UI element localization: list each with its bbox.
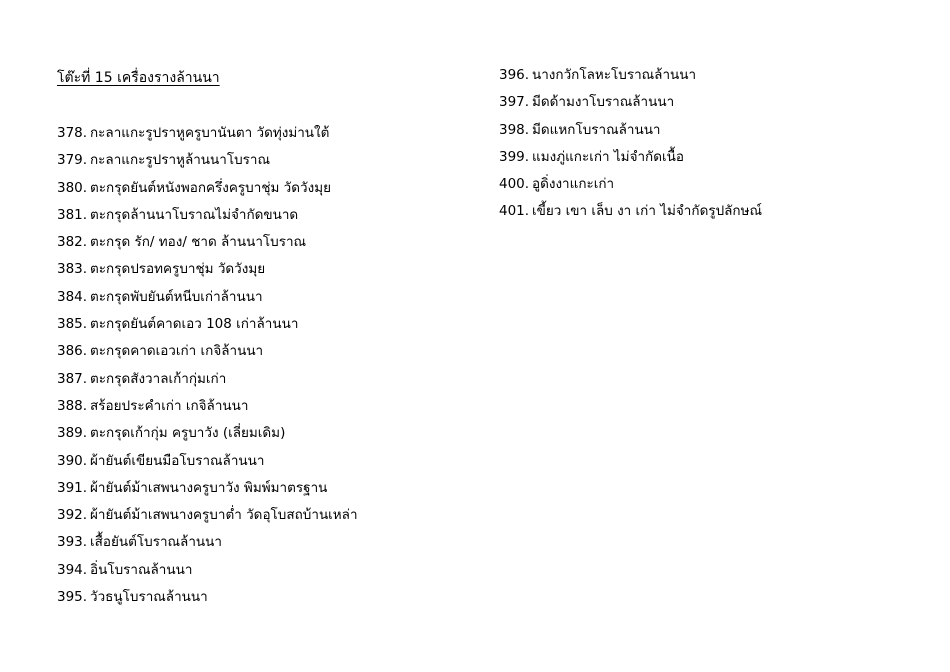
item-text: ตะกรุดล้านนาโบราณไม่จำกัดขนาด bbox=[90, 206, 299, 223]
list-item bbox=[57, 314, 358, 341]
list-item bbox=[499, 120, 762, 147]
list-item bbox=[57, 178, 358, 205]
list-item bbox=[499, 201, 762, 228]
list-item bbox=[57, 587, 358, 614]
item-text: ตะกรุดปรอทครูบาชุ่ม วัดวังมุย bbox=[90, 261, 266, 278]
item-text: วัวธนูโบราณล้านนา bbox=[90, 589, 208, 606]
item-number: 392. bbox=[57, 507, 88, 524]
item-text: มีดด้ามงาโบราณล้านนา bbox=[532, 94, 675, 111]
item-number: 389. bbox=[57, 425, 88, 442]
item-number: 400. bbox=[499, 176, 530, 193]
item-number: 378. bbox=[57, 125, 88, 141]
item-number: 397. bbox=[499, 94, 530, 111]
item-number: 384. bbox=[57, 288, 88, 305]
item-text: ผ้ายันต์เขียนมือโบราณล้านนา bbox=[90, 452, 265, 469]
item-number: 399. bbox=[499, 148, 530, 165]
list-item bbox=[57, 396, 358, 423]
list-item bbox=[57, 478, 358, 505]
item-list-left bbox=[57, 123, 358, 614]
item-text: ผ้ายันต์ม้าเสพนางครูบาวัง พิมพ์มาตรฐาน bbox=[90, 479, 328, 496]
item-number: 385. bbox=[57, 316, 88, 333]
item-number: 391. bbox=[57, 479, 88, 496]
list-item bbox=[57, 451, 358, 478]
list-item bbox=[499, 147, 762, 174]
item-text: ตะกรุดพับยันต์หนีบเก่าล้านนา bbox=[90, 288, 263, 305]
item-number: 396. bbox=[499, 67, 530, 83]
item-text: แมงภู่แกะเก่า ไม่จำกัดเนื้อ bbox=[532, 148, 684, 165]
item-text: ตะกรุดสังวาลเก้ากุ่มเก่า bbox=[90, 370, 227, 387]
item-text: กะลาแกะรูปราหูล้านนาโบราณ bbox=[90, 152, 271, 169]
item-text: ตะกรุดคาดเอวเก่า เกจิล้านนา bbox=[90, 343, 264, 360]
item-number: 398. bbox=[499, 121, 530, 138]
item-text: ตะกรุดยันต์คาดเอว 108 เก่าล้านนา bbox=[90, 316, 299, 333]
item-text: อิ่นโบราณล้านนา bbox=[90, 561, 193, 578]
item-list-right bbox=[499, 65, 762, 229]
item-number: 382. bbox=[57, 234, 88, 251]
item-number: 387. bbox=[57, 370, 88, 387]
item-text: ผ้ายันต์ม้าเสพนางครูบาต่ำ วัดอุโบสถบ้านเหล่า bbox=[90, 507, 358, 524]
item-number: 401. bbox=[499, 203, 530, 220]
item-text: ตะกรุด รัก/ ทอง/ ชาด ล้านนาโบราณ bbox=[90, 234, 307, 251]
item-number: 379. bbox=[57, 152, 88, 169]
item-number: 388. bbox=[57, 397, 88, 414]
item-text: มีดแหกโบราณล้านนา bbox=[532, 121, 661, 138]
list-item bbox=[57, 423, 358, 450]
list-item bbox=[499, 65, 762, 92]
list-item bbox=[499, 174, 762, 201]
list-item bbox=[57, 123, 358, 150]
list-item bbox=[57, 341, 358, 368]
item-number: 383. bbox=[57, 261, 88, 278]
list-item bbox=[499, 92, 762, 119]
item-text: ตะกรุดเก้ากุ่ม ครูบาวัง (เลี่ยมเดิม) bbox=[90, 425, 286, 442]
item-number: 390. bbox=[57, 452, 88, 469]
list-item bbox=[57, 505, 358, 532]
list-item bbox=[57, 232, 358, 259]
page-title: โต๊ะที่ 15 เครื่องรางล้านนา bbox=[57, 70, 220, 86]
list-item bbox=[57, 560, 358, 587]
item-text: อูดิ่งงาแกะเก่า bbox=[532, 176, 615, 193]
list-item bbox=[57, 287, 358, 314]
item-text: ตะกรุดยันต์หนังพอกครึ่งครูบาชุ่ม วัดวังมุย bbox=[90, 179, 332, 196]
list-item bbox=[57, 205, 358, 232]
item-number: 395. bbox=[57, 589, 88, 606]
item-text: เสื้อยันต์โบราณล้านนา bbox=[90, 534, 222, 551]
list-item bbox=[57, 369, 358, 396]
item-text: นางกวักโลหะโบราณล้านนา bbox=[532, 67, 697, 83]
item-text: สร้อยประคำเก่า เกจิล้านนา bbox=[90, 397, 249, 414]
item-number: 393. bbox=[57, 534, 88, 551]
item-text: เขี้ยว เขา เล็บ งา เก่า ไม่จำกัดรูปลักษณ์ bbox=[532, 203, 763, 220]
item-number: 394. bbox=[57, 561, 88, 578]
item-number: 381. bbox=[57, 206, 88, 223]
list-item bbox=[57, 259, 358, 286]
item-number: 380. bbox=[57, 179, 88, 196]
item-number: 386. bbox=[57, 343, 88, 360]
list-item bbox=[57, 532, 358, 559]
list-item bbox=[57, 150, 358, 177]
item-text: กะลาแกะรูปราหูครูบานันตา วัดทุ่งม่านใต้ bbox=[90, 125, 330, 141]
